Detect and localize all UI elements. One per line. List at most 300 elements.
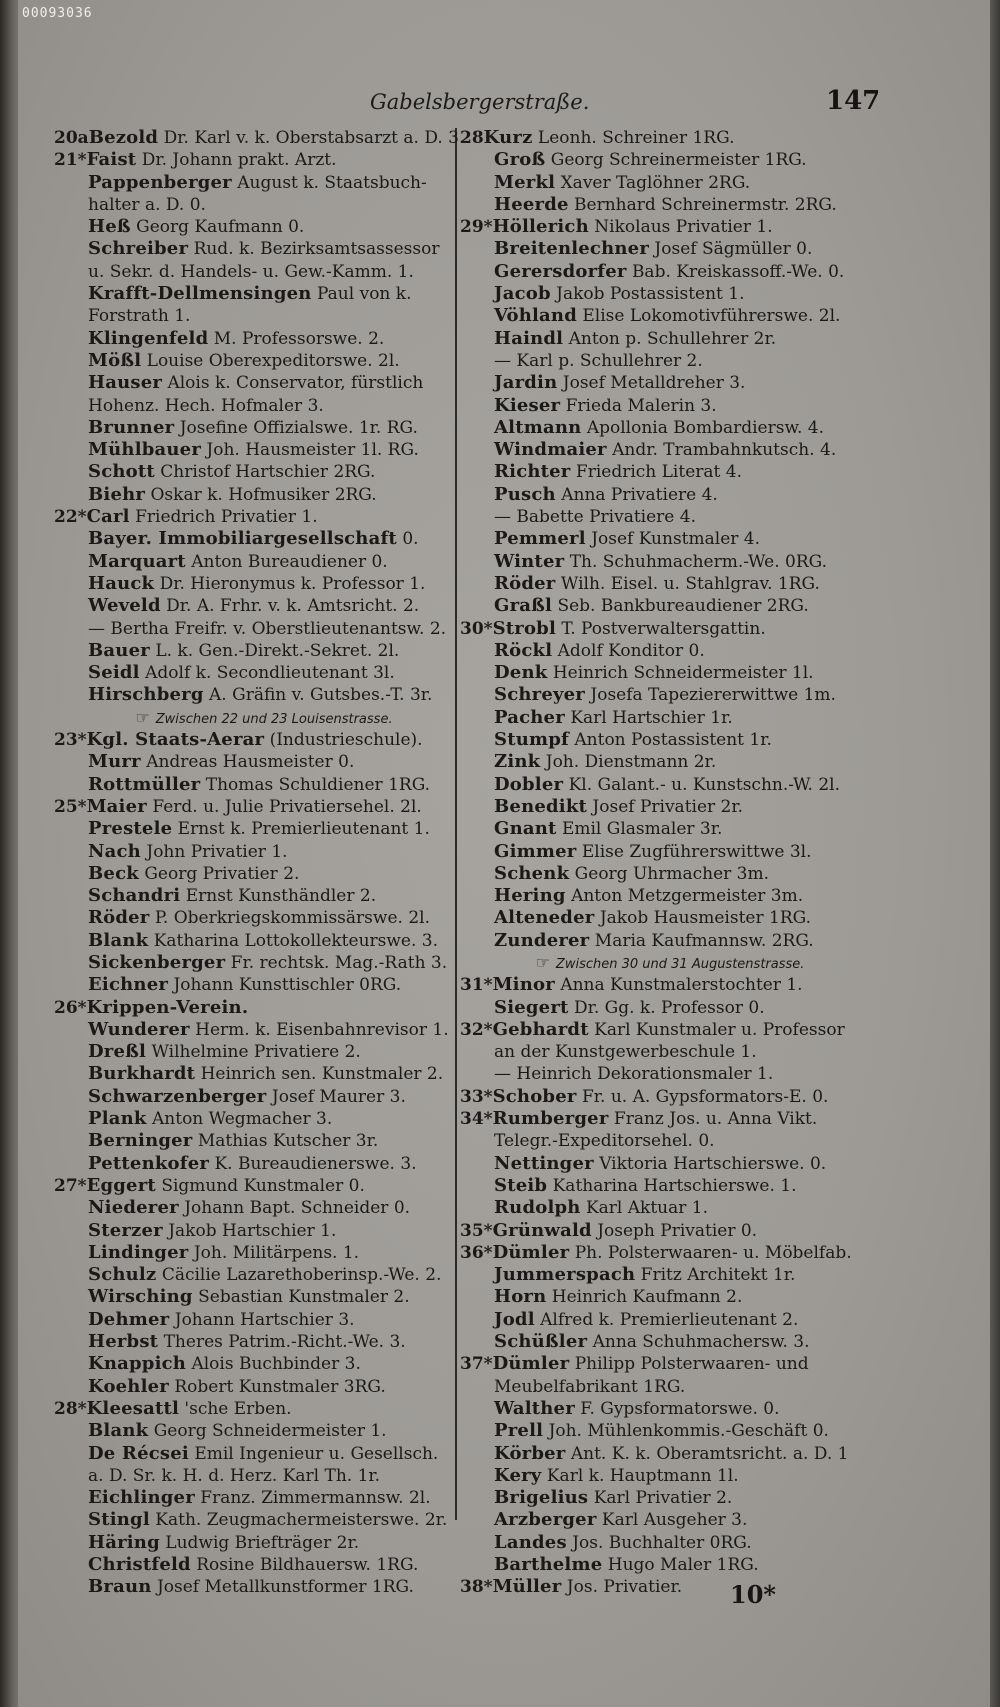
resident-name: Eggert <box>86 1174 156 1196</box>
resident-details: Dr. Karl v. k. Oberstabsarzt a. D. 3. <box>163 128 465 148</box>
resident-details: Joh. Mühlenkommis.-Geschäft 0. <box>548 1421 829 1442</box>
resident-details: Frieda Malerin 3. <box>565 395 717 416</box>
resident-details: Alfred k. Premierlieutenant 2. <box>540 1309 799 1330</box>
resident-details: Elise Zugführerswittwe 3l. <box>581 841 812 862</box>
resident-name: Schott <box>88 461 155 483</box>
house-number: 29* <box>460 217 493 238</box>
directory-entry <box>54 1443 474 1465</box>
resident-name: Schenk <box>494 862 570 884</box>
resident-details: Viktoria Hartschierswe. 0. <box>599 1153 827 1174</box>
resident-name: Brunner <box>88 416 175 438</box>
house-number: 28 <box>460 128 484 148</box>
resident-name: Röder <box>494 572 556 594</box>
resident-details: K. Bureaudienerswe. 3. <box>214 1153 417 1174</box>
resident-name: Kurz <box>483 127 533 148</box>
resident-name: Krippen-Verein. <box>86 996 249 1018</box>
resident-name: Prell <box>494 1420 544 1442</box>
resident-details: Apollonia Bombardiersw. 4. <box>586 417 825 438</box>
resident-details: Adolf Konditor 0. <box>557 640 705 661</box>
resident-details: Heinrich Schneidermeister 1l. <box>552 663 814 684</box>
resident-details: Sebastian Kunstmaler 2. <box>198 1287 410 1308</box>
directory-entry <box>54 1554 474 1576</box>
resident-details: Andreas Hausmeister 0. <box>146 752 355 773</box>
resident-name: Murr <box>88 751 141 773</box>
resident-details: Anna Schuhmachersw. 3. <box>592 1332 810 1353</box>
resident-details: Josef Metallkunstformer 1RG. <box>156 1577 414 1598</box>
resident-name: Weveld <box>88 595 161 617</box>
resident-name: Horn <box>494 1286 547 1308</box>
resident-details: Heinrich sen. Kunstmaler 2. <box>200 1064 444 1085</box>
resident-details: Johann Hartschier 3. <box>174 1309 355 1330</box>
resident-name: Schandri <box>88 885 181 907</box>
house-number: 31* <box>460 975 493 996</box>
directory-entry <box>460 149 880 171</box>
resident-name: Herbst <box>88 1331 159 1353</box>
house-number: 38* <box>460 1577 493 1598</box>
house-number: 27* <box>54 1175 87 1196</box>
directory-entry <box>460 863 880 885</box>
running-head: Gabelsbergerstraße. <box>370 90 590 114</box>
house-number: 21* <box>54 150 87 171</box>
section-note <box>54 707 474 729</box>
directory-entry <box>460 885 880 907</box>
resident-details: Georg Privatier 2. <box>144 863 300 884</box>
resident-name: Groß <box>494 149 546 171</box>
resident-details: Heinrich Kaufmann 2. <box>551 1287 743 1308</box>
resident-details: Johann Bapt. Schneider 0. <box>184 1198 411 1219</box>
resident-details: Bab. Kreiskassoff.-We. 0. <box>631 261 845 282</box>
directory-entry <box>460 662 880 684</box>
directory-entry <box>460 238 880 260</box>
house-number: 26* <box>54 997 87 1018</box>
resident-name: Grünwald <box>492 1219 592 1241</box>
directory-entry <box>460 484 880 506</box>
house-number: 28* <box>54 1398 87 1419</box>
entry-continuation: an der Kunstgewerbeschule 1. <box>494 1042 757 1063</box>
resident-details: Hugo Maler 1RG. <box>607 1555 759 1575</box>
directory-entry <box>54 952 474 974</box>
directory-entry <box>460 172 880 194</box>
resident-name: Pacher <box>494 706 565 728</box>
directory-entry <box>460 1175 880 1197</box>
entry-continuation: halter a. D. 0. <box>88 194 206 215</box>
entry-continuation: Forstrath 1. <box>88 306 191 327</box>
directory-entry <box>54 907 474 929</box>
resident-name: Berninger <box>88 1130 193 1152</box>
directory-entry <box>460 1420 880 1442</box>
resident-details: Nikolaus Privatier 1. <box>594 217 773 238</box>
resident-details: M. Professorswe. 2. <box>213 328 385 349</box>
resident-name: Körber <box>494 1442 566 1464</box>
resident-name: Carl <box>86 506 130 528</box>
entry-sub: — Bertha Freifr. v. Oberstlieutenantsw. 2. <box>88 618 447 639</box>
directory-entry <box>54 328 474 350</box>
directory-entry <box>460 1331 880 1353</box>
resident-name: Jardin <box>494 372 558 394</box>
resident-details: Andr. Trambahnkutsch. 4. <box>612 440 837 461</box>
directory-entry <box>54 997 474 1019</box>
resident-name: Rumberger <box>492 1108 609 1130</box>
resident-name: Eichner <box>88 974 169 996</box>
directory-entry <box>54 1331 474 1353</box>
directory-entry <box>54 1353 474 1375</box>
resident-details: Anton Bureaudiener 0. <box>191 551 388 572</box>
house-number: 32* <box>460 1019 493 1040</box>
pointing-hand-icon: ☞ <box>135 707 150 727</box>
resident-details: Robert Kunstmaler 3RG. <box>174 1376 386 1397</box>
house-number: 25* <box>54 796 87 817</box>
resident-details: Anna Kunstmalerstochter 1. <box>560 975 803 996</box>
resident-details: Thomas Schuldiener 1RG. <box>205 774 431 795</box>
directory-entry <box>54 751 474 773</box>
resident-details: Georg Schreinermeister 1RG. <box>550 150 807 171</box>
resident-name: Richter <box>494 461 571 483</box>
resident-details: Maria Kaufmannsw. 2RG. <box>594 930 814 951</box>
resident-details: Anton Postassistent 1r. <box>574 730 772 751</box>
resident-details: Karl Kunstmaler u. Professor <box>594 1019 845 1040</box>
directory-entry <box>54 774 474 796</box>
directory-entry <box>460 461 880 483</box>
resident-name: Siegert <box>494 996 569 1018</box>
resident-name: Schüßler <box>494 1331 588 1353</box>
resident-details: Josef Metalldreher 3. <box>562 373 746 394</box>
resident-details: Jos. Buchhalter 0RG. <box>572 1532 752 1553</box>
resident-name: Beck <box>88 862 139 884</box>
directory-entry <box>54 350 474 372</box>
resident-details: Anton Wegmacher 3. <box>152 1109 333 1130</box>
directory-entry <box>54 149 474 171</box>
entry-continuation: a. D. Sr. k. H. d. Herz. Karl Th. 1r. <box>88 1465 381 1486</box>
resident-name: Bayer. Immobiliargesellschaft <box>88 528 397 550</box>
directory-entry <box>460 283 880 305</box>
resident-name: Gerersdorfer <box>494 260 627 282</box>
directory-entry <box>54 1420 474 1442</box>
resident-name: Zunderer <box>494 929 590 951</box>
resident-details: Fr. rechtsk. Mag.-Rath 3. <box>230 952 448 973</box>
directory-entry <box>54 1509 474 1531</box>
directory-entry <box>460 372 880 394</box>
resident-details: 0. <box>402 529 419 550</box>
directory-entry <box>54 127 474 149</box>
directory-entry <box>54 729 474 751</box>
directory-entry <box>54 1286 474 1308</box>
resident-name: Pemmerl <box>494 528 586 550</box>
resident-details: Karl Hartschier 1r. <box>570 707 733 728</box>
resident-details: (Industrieschule). <box>269 730 423 751</box>
directory-entry <box>460 261 880 283</box>
resident-name: Sickenberger <box>88 951 226 973</box>
resident-details: L. k. Gen.-Direkt.-Sekret. 2l. <box>155 640 400 661</box>
resident-details: Friedrich Literat 4. <box>575 462 742 483</box>
directory-entry <box>460 127 880 149</box>
resident-name: Krafft-Dellmensingen <box>88 283 312 305</box>
entry-sub: — Karl p. Schullehrer 2. <box>494 350 703 371</box>
resident-details: Sigmund Kunstmaler 0. <box>161 1175 365 1196</box>
resident-name: Alteneder <box>494 907 595 929</box>
resident-name: Dreßl <box>88 1041 147 1063</box>
resident-name: Rudolph <box>494 1197 581 1219</box>
directory-entry <box>460 1286 880 1308</box>
directory-entry <box>460 1086 880 1108</box>
resident-details: Josef Kunstmaler 4. <box>591 529 761 550</box>
resident-name: Steib <box>494 1174 548 1196</box>
resident-name: Hirschberg <box>88 684 204 706</box>
resident-details: 'sche Erben. <box>184 1398 292 1419</box>
directory-entry <box>460 194 880 216</box>
resident-details: Mathias Kutscher 3r. <box>197 1131 379 1152</box>
resident-details: Georg Uhrmacher 3m. <box>574 863 770 884</box>
resident-details: Emil Glasmaler 3r. <box>561 819 723 840</box>
section-note <box>460 952 880 974</box>
resident-name: Marquart <box>88 550 186 572</box>
resident-details: Georg Kaufmann 0. <box>136 217 305 238</box>
directory-entry <box>460 1576 880 1598</box>
page-number: 147 <box>826 86 881 116</box>
directory-entry <box>460 1309 880 1331</box>
resident-name: Biehr <box>88 483 146 505</box>
resident-details: Elise Lokomotivführerswe. 2l. <box>582 306 841 327</box>
resident-name: Vöhland <box>494 305 577 327</box>
resident-name: Denk <box>494 662 548 684</box>
directory-entry <box>460 573 880 595</box>
resident-name: Plank <box>88 1108 147 1130</box>
directory-entry <box>54 439 474 461</box>
resident-details: Dr. A. Frhr. v. k. Amtsricht. 2. <box>166 596 420 617</box>
entry-sub: — Heinrich Dekorationsmaler 1. <box>494 1064 774 1085</box>
resident-details: Joseph Privatier 0. <box>597 1220 758 1241</box>
resident-name: Windmaier <box>494 439 607 461</box>
directory-entry <box>460 997 880 1019</box>
directory-entry <box>460 1220 880 1242</box>
resident-name: Schwarzenberger <box>88 1085 267 1107</box>
directory-entry <box>460 1242 880 1264</box>
resident-details: Anna Privatiere 4. <box>561 484 718 505</box>
resident-details: Karl Ausgeher 3. <box>601 1510 748 1531</box>
directory-entry <box>460 1487 880 1509</box>
resident-details: Jakob Postassistent 1. <box>556 284 745 305</box>
directory-entry <box>54 796 474 818</box>
resident-name: Pappenberger <box>88 171 232 193</box>
resident-name: Dobler <box>494 773 564 795</box>
resident-details: Ludwig Briefträger 2r. <box>165 1532 360 1553</box>
resident-details: Adolf k. Secondlieutenant 3l. <box>145 663 395 684</box>
resident-name: Kieser <box>494 394 561 416</box>
house-number: 22* <box>54 507 87 528</box>
directory-entry <box>460 774 880 796</box>
resident-details: Alois Buchbinder 3. <box>191 1354 361 1375</box>
resident-details: Joh. Hausmeister 1l. RG. <box>206 440 419 461</box>
resident-name: Klingenfeld <box>88 327 209 349</box>
resident-details: Anton p. Schullehrer 2r. <box>568 328 777 349</box>
directory-entry <box>54 930 474 952</box>
house-number: 30* <box>460 618 493 639</box>
resident-name: Strobl <box>492 617 556 639</box>
directory-entry <box>460 216 880 238</box>
resident-details: Karl Aktuar 1. <box>585 1198 709 1219</box>
directory-entry <box>460 1264 880 1286</box>
section-note-text: Zwischen 22 und 23 Louisenstrasse. <box>155 711 393 727</box>
directory-entry <box>54 662 474 684</box>
resident-details: Xaver Taglöhner 2RG. <box>560 172 751 193</box>
resident-name: Röder <box>88 907 150 929</box>
resident-name: Pusch <box>494 483 556 505</box>
directory-entry <box>460 1353 880 1375</box>
resident-name: Nach <box>88 840 141 862</box>
directory-entry <box>54 1019 474 1041</box>
resident-name: Stumpf <box>494 729 569 751</box>
directory-entry <box>460 1554 880 1576</box>
resident-details: Josefa Tapeziererwittwe 1m. <box>590 685 836 706</box>
resident-name: Winter <box>494 550 565 572</box>
resident-details: Wilh. Eisel. u. Stahlgrav. 1RG. <box>560 573 820 594</box>
directory-entry <box>54 974 474 996</box>
resident-details: Jos. Privatier. <box>566 1577 683 1598</box>
resident-name: Häring <box>88 1531 160 1553</box>
resident-details: Jakob Hartschier 1. <box>168 1220 337 1241</box>
resident-name: Haindl <box>494 327 564 349</box>
resident-name: Koehler <box>88 1375 169 1397</box>
resident-details: A. Gräfin v. Gutsbes.-T. 3r. <box>209 685 433 706</box>
resident-details: Louise Oberexpeditorswe. 2l. <box>146 350 400 371</box>
resident-details: Ph. Polsterwaaren- u. Möbelfab. <box>574 1242 852 1263</box>
directory-entry <box>460 1153 880 1175</box>
directory-entry <box>460 528 880 550</box>
resident-details: Friedrich Privatier 1. <box>135 507 318 528</box>
resident-name: Kgl. Staats-Aerar <box>86 729 265 751</box>
directory-entry <box>460 640 880 662</box>
directory-entry <box>54 528 474 550</box>
directory-entry <box>54 1242 474 1264</box>
resident-details: Johann Kunsttischler 0RG. <box>173 975 402 996</box>
resident-details: Leonh. Schreiner 1RG. <box>537 128 735 148</box>
house-number: 36* <box>460 1242 493 1263</box>
resident-name: Bauer <box>88 639 150 661</box>
resident-name: Wirsching <box>88 1286 193 1308</box>
section-note-text: Zwischen 30 und 31 Augustenstrasse. <box>555 956 805 972</box>
resident-name: Knappich <box>88 1353 187 1375</box>
resident-details: Rosine Bildhauersw. 1RG. <box>196 1555 419 1575</box>
resident-name: Hauser <box>88 372 163 394</box>
resident-details: Josef Sägmüller 0. <box>654 239 813 260</box>
resident-name: Schulz <box>88 1264 157 1286</box>
resident-details: Joh. Dienstmann 2r. <box>545 752 717 773</box>
resident-details: Ant. K. k. Oberamtsricht. a. D. 1 <box>570 1443 849 1464</box>
resident-name: Schreiber <box>88 238 189 260</box>
left-column <box>54 127 474 1599</box>
directory-entry <box>460 618 880 640</box>
resident-details: Josef Maurer 3. <box>271 1086 406 1107</box>
directory-entry <box>54 1264 474 1286</box>
resident-name: Mößl <box>88 349 142 371</box>
resident-name: Blank <box>88 929 149 951</box>
resident-name: Jodl <box>494 1308 535 1330</box>
entry-continuation: Meubelfabrikant 1RG. <box>494 1376 686 1397</box>
directory-entry <box>54 818 474 840</box>
directory-entry <box>54 551 474 573</box>
resident-details: Ferd. u. Julie Privatiersehel. 2l. <box>152 796 422 817</box>
directory-entry <box>54 885 474 907</box>
resident-name: Gnant <box>494 818 557 840</box>
right-column <box>460 127 880 1599</box>
resident-name: Stingl <box>88 1509 150 1531</box>
resident-name: Rottmüller <box>88 773 201 795</box>
page-header <box>18 88 990 122</box>
resident-name: Zink <box>494 751 541 773</box>
resident-details: Jakob Hausmeister 1RG. <box>599 908 812 929</box>
resident-details: Anton Metzgermeister 3m. <box>571 886 804 907</box>
directory-entry <box>54 461 474 483</box>
directory-entry <box>54 1108 474 1130</box>
resident-details: Georg Schneidermeister 1. <box>153 1421 387 1442</box>
resident-name: Barthelme <box>494 1554 603 1575</box>
resident-details: Karl k. Hauptmann 1l. <box>546 1465 739 1486</box>
house-number: 37* <box>460 1354 493 1375</box>
directory-entry <box>54 841 474 863</box>
resident-details: Paul von k. <box>316 284 412 305</box>
directory-entry <box>54 1153 474 1175</box>
directory-entry <box>460 595 880 617</box>
directory-entry <box>54 1576 474 1598</box>
resident-details: Herm. k. Eisenbahnrevisor 1. <box>195 1019 449 1040</box>
resident-name: Landes <box>494 1531 567 1553</box>
resident-name: De Récsei <box>88 1442 189 1464</box>
resident-name: Schreyer <box>494 684 585 706</box>
resident-name: Kleesattl <box>86 1397 180 1419</box>
resident-name: Gimmer <box>494 840 577 862</box>
resident-name: Pettenkofer <box>88 1152 210 1174</box>
resident-details: Th. Schuhmacherm.-We. 0RG. <box>569 551 827 572</box>
resident-name: Höllerich <box>492 216 589 238</box>
resident-name: Brigelius <box>494 1487 589 1509</box>
resident-name: Jacob <box>494 283 551 305</box>
resident-details: Cäcilie Lazarethoberinsp.-We. 2. <box>161 1265 442 1286</box>
directory-entry <box>460 551 880 573</box>
resident-name: Heß <box>88 216 131 238</box>
resident-details: Alois k. Conservator, fürstlich <box>167 373 424 394</box>
resident-details: Kl. Galant.- u. Kunstschn.-W. 2l. <box>568 774 841 795</box>
resident-details: Fritz Architekt 1r. <box>640 1265 796 1286</box>
resident-name: Eichlinger <box>88 1487 195 1509</box>
resident-details: Ernst k. Premierlieutenant 1. <box>177 819 430 840</box>
resident-name: Merkl <box>494 171 556 193</box>
resident-details: Philipp Polsterwaaren- und <box>574 1354 809 1375</box>
directory-entry <box>460 684 880 706</box>
resident-details: Dr. Hieronymus k. Professor 1. <box>159 573 426 594</box>
directory-entry <box>54 595 474 617</box>
resident-name: Minor <box>492 974 555 996</box>
house-number: 35* <box>460 1220 493 1241</box>
resident-details: Christof Hartschier 2RG. <box>160 462 376 483</box>
resident-name: Walther <box>494 1397 575 1419</box>
resident-name: Wunderer <box>88 1018 190 1040</box>
house-number: 33* <box>460 1086 493 1107</box>
resident-name: Breitenlechner <box>494 238 650 260</box>
resident-details: Wilhelmine Privatiere 2. <box>151 1042 361 1063</box>
directory-entry <box>54 1220 474 1242</box>
resident-name: Hering <box>494 885 566 907</box>
entry-continuation: Telegr.-Expeditorsehel. 0. <box>494 1131 715 1152</box>
directory-entry <box>460 1019 880 1041</box>
directory-entry <box>54 238 474 260</box>
resident-name: Jummerspach <box>494 1264 636 1286</box>
directory-entry <box>54 684 474 706</box>
directory-entry <box>54 573 474 595</box>
directory-entry <box>460 417 880 439</box>
resident-details: Katharina Lottokollekteurswe. 3. <box>153 930 439 951</box>
house-number: 34* <box>460 1109 493 1130</box>
entry-sub: — Babette Privatiere 4. <box>494 507 696 528</box>
resident-details: Emil Ingenieur u. Gesellsch. <box>194 1443 439 1464</box>
